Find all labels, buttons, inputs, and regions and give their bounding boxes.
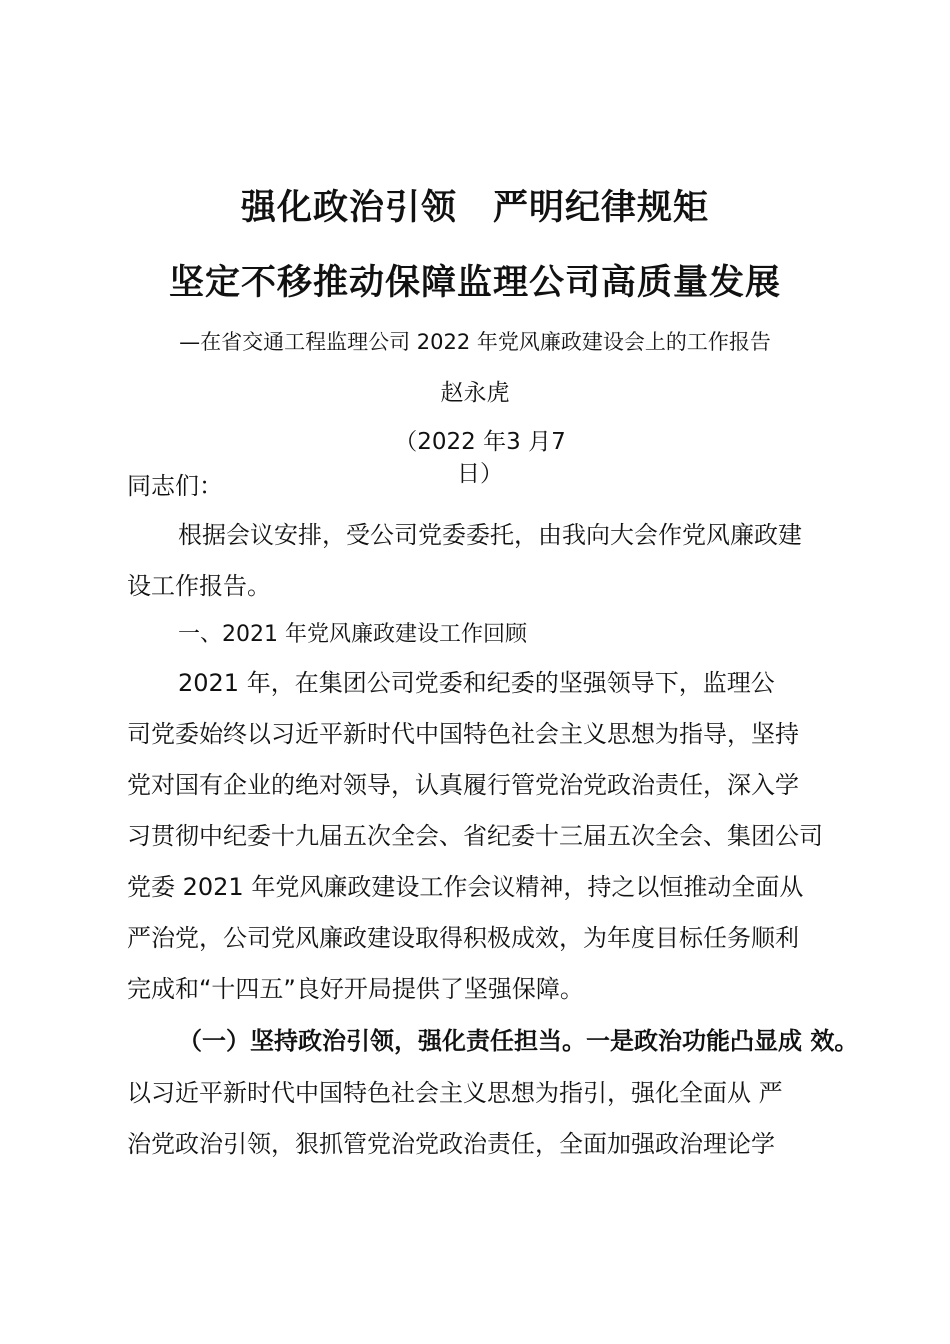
section-heading: 一、2021 年党风廉政建设工作回顾 [178,622,527,647]
review-paragraph-line-5: 党委 2021 年党风廉政建设工作会议精神，持之以恒推动全面从 [127,873,804,901]
author: 赵永虎 [440,380,510,406]
review-paragraph-line-4: 习贯彻中纪委十九届五次全会、省纪委十三届五次全会、集团公司 [127,822,823,850]
review-paragraph-line-7: 完成和“十四五”良好开局提供了坚强保障。 [127,975,584,1003]
report-date: （2022 年3 月7 日） [394,429,566,487]
intro-paragraph-line-1: 根据会议安排，受公司党委委托，由我向大会作党风廉政建 [178,521,802,549]
review-paragraph-line-6: 严治党，公司党风廉政建设取得积极成效，为年度目标任务顺利 [127,924,799,952]
salutation: 同志们： [127,472,223,500]
detail-paragraph-line-2: 治党政治引领，狠抓管党治党政治责任，全面加强政治理论学 [127,1130,775,1158]
subtitle: —在省交通工程监理公司 2022 年党风廉政建设会上的工作报告 [179,330,771,354]
title-line-1: 强化政治引领 严明纪律规矩 [240,187,709,228]
review-paragraph-line-2: 司党委始终以习近平新时代中国特色社会主义思想为指导，坚持 [127,720,799,748]
review-paragraph-line-1: 2021 年，在集团公司党委和纪委的坚强领导下，监理公 [178,669,775,697]
subsection-heading: （一）坚持政治引领，强化责任担当。一是政治功能凸显成 效。 [178,1027,859,1055]
title-line-2: 坚定不移推动保障监理公司高质量发展 [168,262,781,303]
review-paragraph-line-3: 党对国有企业的绝对领导，认真履行管党治党政治责任，深入学 [127,771,799,799]
detail-paragraph-line-1: 以习近平新时代中国特色社会主义思想为指引，强化全面从 严 [127,1079,783,1107]
intro-paragraph-line-2: 设工作报告。 [127,572,271,600]
